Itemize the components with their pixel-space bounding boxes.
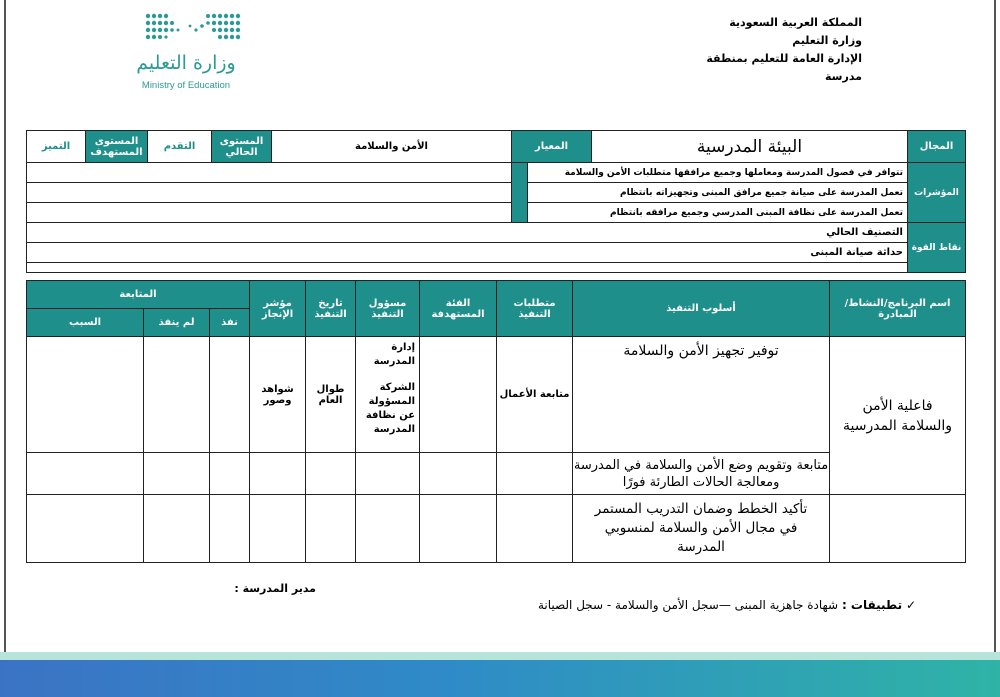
- indicators-label: المؤشرات: [908, 163, 966, 223]
- indicator-item: تعمل المدرسة على نظافة المبنى المدرسي وجميع مرافقه بانتظام: [528, 203, 908, 223]
- method-item: متابعة وتقويم وضع الأمن والسلامة في المدرسة ومعالجة الحالات الطارئة فورًا: [573, 453, 830, 495]
- reason-cell: [27, 337, 144, 453]
- not-done-header: لم ينفذ: [144, 309, 210, 337]
- dots-pattern-icon: [144, 12, 244, 48]
- responsible-1: إدارة المدرسة: [373, 342, 416, 367]
- indicator-marker: [512, 163, 528, 223]
- method-header: أسلوب التنفيذ: [573, 281, 830, 337]
- progress-label: التقدم: [148, 131, 212, 163]
- applications-note: [538, 598, 916, 612]
- plan-table: [26, 280, 966, 563]
- blank-cell: [420, 495, 497, 563]
- blank-cell: [356, 453, 420, 495]
- principal-label: مدير المدرسة :: [234, 582, 316, 595]
- check-icon: ✓: [905, 598, 916, 612]
- blank-cell: [306, 453, 356, 495]
- ministry-header: [706, 14, 862, 86]
- indicator-item: تتوافر في فصول المدرسة ومعاملها وجميع مرافقها متطلبات الأمن والسلامة: [528, 163, 908, 183]
- blank-cell: [27, 495, 144, 563]
- reason-header: السبب: [27, 309, 144, 337]
- done-cell: [210, 337, 250, 453]
- requirements-cell: متابعة الأعمال: [497, 337, 573, 453]
- method-item: توفير تجهيز الأمن والسلامة: [573, 337, 830, 453]
- blank-cell: [830, 495, 966, 563]
- footer-band: [0, 660, 1000, 697]
- date-cell: طوال العام: [306, 337, 356, 453]
- blank-cell: [250, 495, 306, 563]
- done-header: نفذ: [210, 309, 250, 337]
- blank-cell: [306, 495, 356, 563]
- domain-value: البيئة المدرسية: [592, 131, 908, 163]
- current-level-label: المستوى الحالي: [212, 131, 272, 163]
- followup-header: المتابعة: [27, 281, 250, 309]
- blank-cell: [210, 495, 250, 563]
- program-header: اسم البرنامج/النشاط/المبادرة: [830, 281, 966, 337]
- strength-blank: [27, 263, 908, 273]
- blank-cell: [144, 453, 210, 495]
- blank-cell: [420, 453, 497, 495]
- excellence-label: التميز: [27, 131, 86, 163]
- indicator-blank: [27, 163, 512, 183]
- domain-table: [26, 130, 966, 273]
- date-header: تاريخ التنفيذ: [306, 281, 356, 337]
- target-group-header: الفئة المستهدفة: [420, 281, 497, 337]
- directorate-name: الإدارة العامة للتعليم بمنطقة: [706, 52, 862, 65]
- school-name: مدرسة: [825, 70, 862, 83]
- not-done-cell: [144, 337, 210, 453]
- ministry-logo: [126, 12, 266, 96]
- indicator-cell: شواهد وصور: [250, 337, 306, 453]
- blank-cell: [497, 453, 573, 495]
- blank-cell: [144, 495, 210, 563]
- target-level-label: المستوى المستهدف: [86, 131, 148, 163]
- target-group-cell: [420, 337, 497, 453]
- logo-arabic-text: وزارة التعليم: [136, 52, 236, 74]
- requirements-header: متطلبات التنفيذ: [497, 281, 573, 337]
- responsible-cell: [356, 337, 420, 453]
- strengths-label: نقاط القوة: [908, 223, 966, 273]
- blank-cell: [250, 453, 306, 495]
- strength-item: التصنيف الحالي: [27, 223, 908, 243]
- blank-cell: [356, 495, 420, 563]
- indicator-header: مؤشر الإنجاز: [250, 281, 306, 337]
- applications-label: تطبيقات :: [841, 598, 903, 612]
- responsible-header: مسؤول التنفيذ: [356, 281, 420, 337]
- standard-label: المعيار: [512, 131, 592, 163]
- method-item: تأكيد الخطط وضمان التدريب المستمر في مجال الأمن والسلامة لمنسوبي المدرسة: [573, 495, 830, 563]
- blank-cell: [497, 495, 573, 563]
- domain-label: المجال: [908, 131, 966, 163]
- indicator-blank: [27, 183, 512, 203]
- blank-cell: [27, 453, 144, 495]
- indicator-blank: [27, 203, 512, 223]
- country-name: المملكة العربية السعودية: [729, 16, 862, 29]
- strength-item: حداثة صيانة المبنى: [27, 243, 908, 263]
- standard-value: الأمن والسلامة: [272, 131, 512, 163]
- ministry-name: وزارة التعليم: [792, 34, 862, 47]
- indicator-item: تعمل المدرسة على صيانة جميع مرافق المبنى وتجهيزاته بانتظام: [528, 183, 908, 203]
- responsible-2: الشركة المسؤولة عن نظافة المدرسة: [365, 382, 416, 435]
- logo-english-text: Ministry of Education: [141, 80, 231, 91]
- applications-text: شهادة جاهزية المبنى —سجل الأمن والسلامة - سجل الصيانة: [537, 598, 839, 612]
- blank-cell: [210, 453, 250, 495]
- program-name: فاعلية الأمن والسلامة المدرسية: [830, 337, 966, 495]
